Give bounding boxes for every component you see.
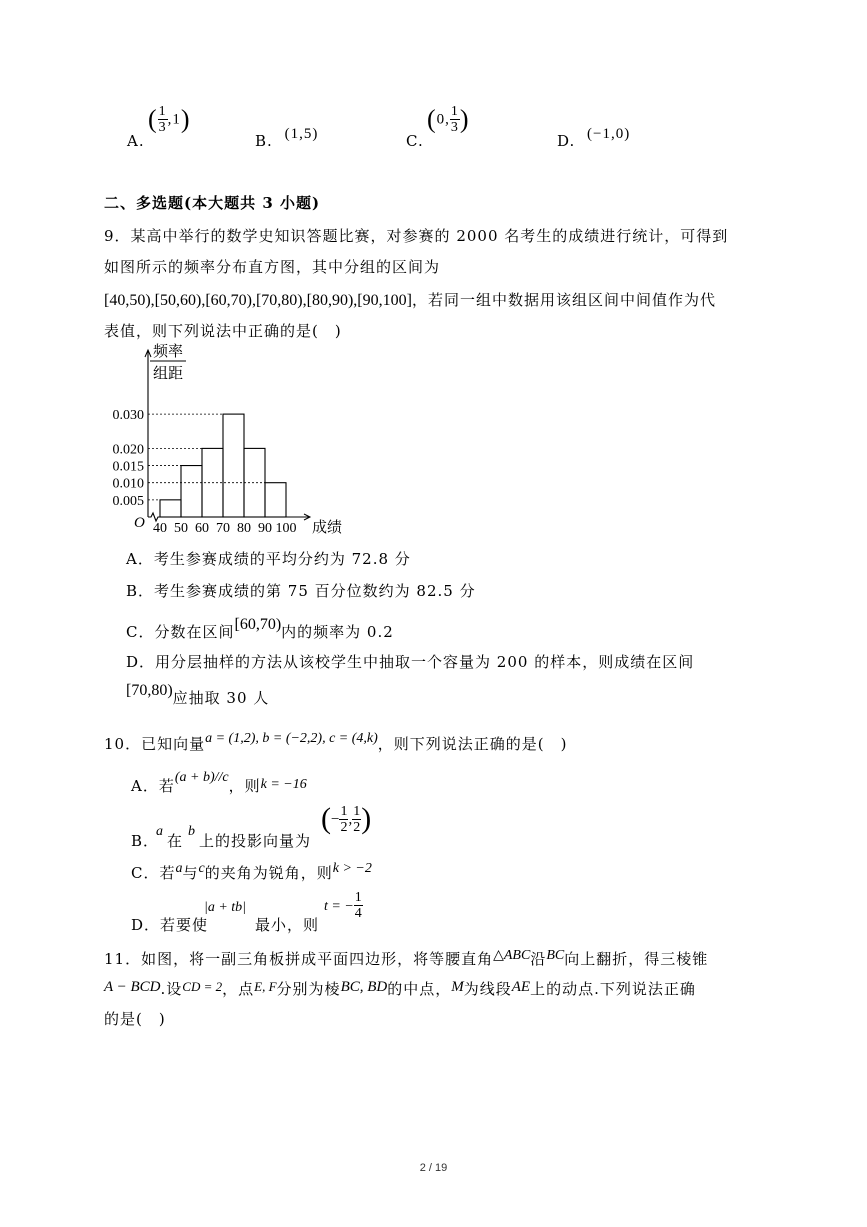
q10-stem-pre: 10．已知向量 bbox=[104, 735, 206, 753]
q10-option-c-post: 的夹角为锐角，则 bbox=[204, 864, 333, 882]
y-tick-label-0: 0.005 bbox=[112, 493, 144, 509]
q10-option-a-math: (a + b)//c bbox=[174, 770, 229, 785]
x-axis-label: 成绩 bbox=[312, 520, 343, 536]
origin-label: O bbox=[134, 515, 145, 531]
q9-option-d-line2 bbox=[126, 682, 270, 707]
q10-option-d-math: |a + tb| bbox=[204, 900, 247, 915]
page-number: 2 / 19 bbox=[419, 1162, 448, 1174]
histogram-bar-5 bbox=[265, 483, 286, 517]
histogram-bar-0 bbox=[160, 500, 181, 517]
x-tick-label-2: 60 bbox=[195, 521, 209, 536]
q9-stem-line3-rest: ，若同一组中数据用该组区间中间值作为代 bbox=[411, 291, 716, 309]
q11-edges: BC, BD bbox=[340, 979, 388, 995]
q11-line1-post: 向上翻折，得三棱锥 bbox=[564, 950, 709, 968]
q8-a-fraction: $\frac{1}{3}$ bbox=[158, 104, 167, 135]
y-axis-label-numerator: 频率 bbox=[152, 344, 184, 360]
q10-option-d-mid: 最小，则 bbox=[255, 916, 320, 934]
q11-line2-a: .设 bbox=[160, 980, 183, 998]
q11-triangle: △ABC bbox=[493, 948, 531, 963]
q10-option-c-a: a bbox=[175, 861, 183, 876]
q11-ae: AE bbox=[511, 979, 531, 995]
q10-option-a-mid: ，则 bbox=[228, 777, 261, 795]
q8-option-a-value: ( $\frac{1}{3}$ ,1) bbox=[148, 104, 191, 135]
y-tick-label-1: 0.010 bbox=[112, 476, 144, 492]
section-heading: 二、多选题(本大题共 3 小题) bbox=[104, 194, 321, 212]
y-axis-label-denominator: 组距 bbox=[152, 366, 184, 382]
q8-option-a-label: A. bbox=[127, 132, 145, 150]
q10-option-a-result: k = −16 bbox=[260, 777, 307, 792]
q11-tetra: A − BCD bbox=[104, 979, 161, 995]
q11-line2-f: 上的动点.下列说法正确 bbox=[530, 980, 696, 998]
x-tick-label-3: 70 bbox=[216, 521, 230, 536]
q10-stem bbox=[104, 729, 568, 753]
q11-line1-mid: 沿 bbox=[530, 950, 547, 968]
x-tick-label-6: 100 bbox=[275, 521, 297, 536]
q10-vectors: a = (1,2), b = (−2,2), c = (4,k) bbox=[205, 731, 378, 746]
q9-stem-line3 bbox=[104, 289, 716, 310]
q8-c-fraction: $\frac{1}{3}$ bbox=[450, 104, 459, 135]
q10-option-b-mid: 在 bbox=[167, 832, 184, 850]
q9-stem-line2: 如图所示的频率分布直方图，其中分组的区间为 bbox=[104, 258, 441, 276]
q10-option-b-vector: (− $\frac{1}{2}$ , $\frac{1}{2}$ ) bbox=[321, 802, 372, 835]
q9-option-c-interval: [60,70) bbox=[234, 616, 282, 633]
histogram-bar-1 bbox=[181, 466, 202, 517]
q8-option-b-label: B. bbox=[255, 132, 273, 150]
q9-option-c bbox=[126, 616, 394, 641]
q11-bc: BC bbox=[546, 948, 565, 963]
q8-option-b bbox=[255, 124, 319, 150]
q9-option-d-line1: D．用分层抽样的方法从该校学生中抽取一个容量为 200 的样本，则成绩在区间 bbox=[126, 653, 695, 671]
q9-stem-line4: 表值，则下列说法中正确的是( ) bbox=[104, 322, 342, 340]
q8-option-c-label: C. bbox=[406, 132, 424, 150]
x-tick-label-1: 50 bbox=[174, 521, 188, 536]
q9-option-b: B．考生参赛成绩的第 75 百分位数约为 82.5 分 bbox=[126, 582, 476, 600]
frequency-histogram bbox=[100, 340, 360, 540]
y-tick-label-3: 0.020 bbox=[112, 442, 144, 458]
q9-option-a: A．考生参赛成绩的平均分约为 72.8 分 bbox=[126, 550, 411, 568]
q11-stem-line3: 的是( ) bbox=[104, 1010, 166, 1028]
q9-option-c-post: 内的频率为 0.2 bbox=[281, 623, 394, 641]
q11-m: M bbox=[451, 979, 464, 995]
q10-option-a bbox=[131, 765, 307, 795]
q9-option-d-post: 应抽取 30 人 bbox=[172, 689, 270, 707]
q9-stem-line1: 9．某高中举行的数学史知识答题比赛，对参赛的 2000 名考生的成绩进行统计，可得到 bbox=[104, 227, 729, 245]
q10-stem-post: ，则下列说法正确的是( ) bbox=[377, 735, 568, 753]
q11-stem-line1 bbox=[104, 943, 709, 968]
q10-option-b-b: b bbox=[188, 824, 195, 839]
q11-cd: CD = 2 bbox=[182, 979, 223, 994]
histogram-bar-3 bbox=[223, 414, 244, 517]
q8-option-d-label: D. bbox=[557, 132, 576, 150]
q11-line1-pre: 11．如图，将一副三角板拼成平面四边形，将等腰直角 bbox=[104, 950, 494, 968]
q10-option-a-pre: A．若 bbox=[131, 777, 175, 795]
q10-option-c-mid: 与 bbox=[182, 864, 199, 882]
q10-option-b-a: a bbox=[156, 824, 163, 839]
q10-option-d-pre: D．若要使 bbox=[131, 916, 209, 934]
q9-intervals: [40,50),[50,60),[60,70),[70,80),[80,90),[90,100] bbox=[104, 292, 412, 309]
x-tick-label-5: 90 bbox=[258, 521, 272, 536]
y-tick-label-4: 0.030 bbox=[112, 408, 144, 424]
q11-line2-d: 的中点， bbox=[387, 980, 452, 998]
q10-option-b-pre: B． bbox=[131, 832, 160, 850]
q10-option-d-result: t = − $\frac{1}{4}$ bbox=[324, 890, 362, 921]
q10-option-c-pre: C．若 bbox=[131, 864, 176, 882]
q8-option-c-value: (0, $\frac{1}{3}$ ) bbox=[427, 104, 470, 135]
q10-option-c bbox=[131, 856, 372, 882]
q10-option-c-result: k > −2 bbox=[332, 861, 372, 876]
y-tick-label-2: 0.015 bbox=[112, 459, 144, 475]
q11-line2-e: 为线段 bbox=[463, 980, 512, 998]
q8-option-d bbox=[557, 124, 631, 150]
q8-option-b-value: (1,5) bbox=[284, 126, 319, 142]
q10-option-b-post: 上的投影向量为 bbox=[199, 832, 312, 850]
x-tick-label-0: 40 bbox=[153, 521, 167, 536]
q9-option-c-pre: C．分数在区间 bbox=[126, 623, 235, 641]
q11-stem-line2 bbox=[104, 975, 696, 996]
q8-option-d-value: (−1,0) bbox=[587, 126, 631, 142]
q9-option-d-interval: [70,80) bbox=[126, 682, 173, 699]
q11-line2-b: ，点 bbox=[222, 980, 255, 998]
q11-ef: E, F bbox=[254, 979, 277, 994]
q11-line2-c: 分别为棱 bbox=[276, 980, 341, 998]
x-tick-label-4: 80 bbox=[237, 521, 251, 536]
q10-option-c-c: c bbox=[198, 861, 205, 876]
